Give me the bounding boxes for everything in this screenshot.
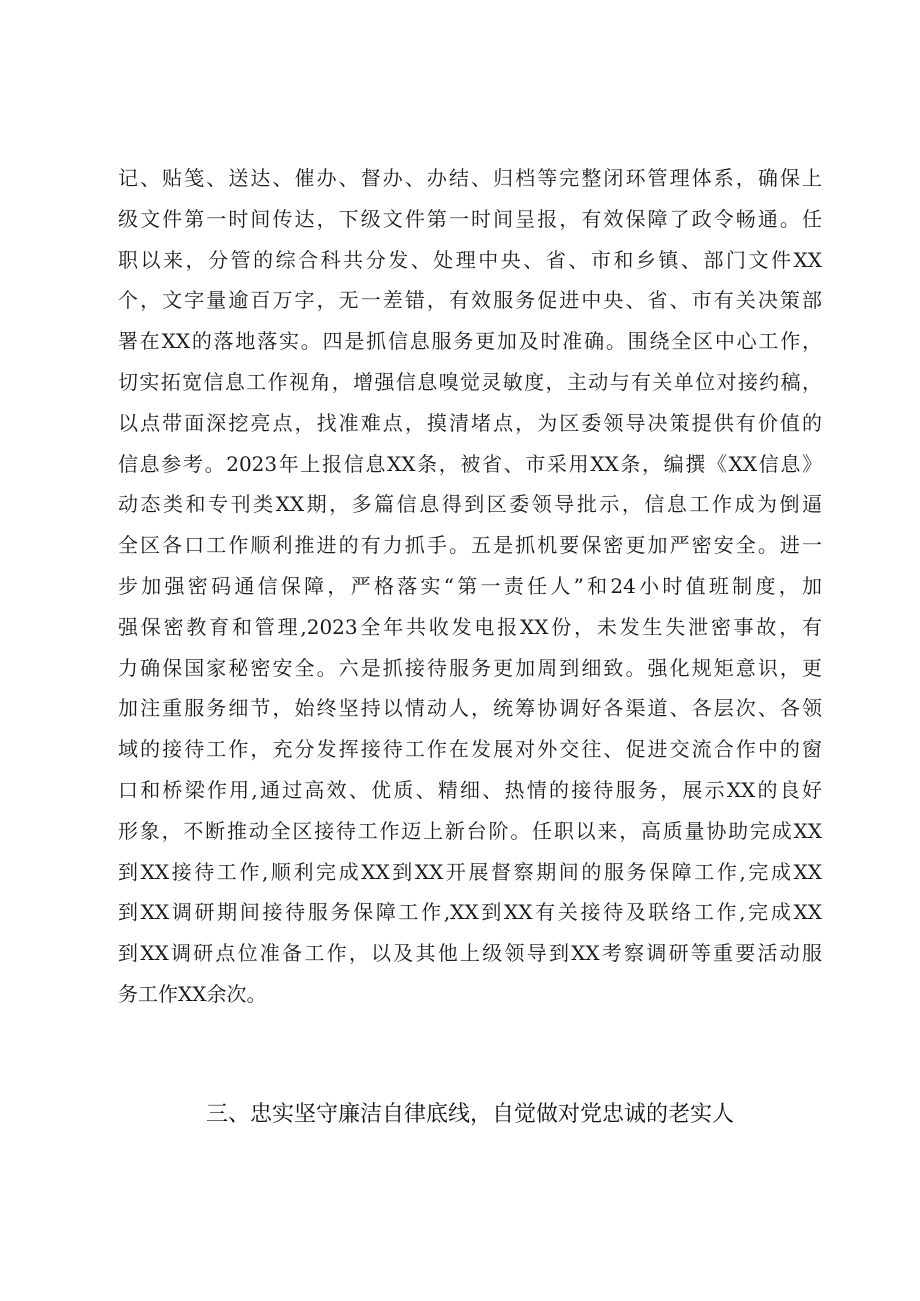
text-line: 形象，不断推动全区接待工作迈上新台阶。任职以来，高质量协助完成XX bbox=[118, 818, 822, 843]
section-heading: 三、忠实坚守廉洁自律底线，自觉做对党忠诚的老实人 bbox=[205, 1102, 734, 1127]
text-line: 口和桥梁作用,通过高效、优质、精细、热情的接待服务，展示XX的良好 bbox=[118, 777, 822, 802]
text-line: 信息参考。2023年上报信息XX条，被省、市采用XX条，编撰《XX信息》 bbox=[118, 451, 822, 476]
text-line: 以点带面深挖亮点，找准难点，摸清堵点，为区委领导决策提供有价值的 bbox=[118, 410, 822, 435]
text-line: 级文件第一时间传达，下级文件第一时间呈报，有效保障了政令畅通。任 bbox=[118, 206, 822, 231]
text-line: 力确保国家秘密安全。六是抓接待服务更加周到细致。强化规矩意识，更 bbox=[118, 655, 822, 680]
text-line: 到XX调研期间接待服务保障工作,XX到XX有关接待及联络工作,完成XX bbox=[118, 900, 822, 925]
text-line: 步加强密码通信保障，严格落实“第一责任人”和24小时值班制度，加 bbox=[118, 573, 822, 598]
text-line: 到XX调研点位准备工作，以及其他上级领导到XX考察调研等重要活动服 bbox=[118, 941, 822, 966]
text-line: 动态类和专刊类XX期，多篇信息得到区委领导批示，信息工作成为倒逼 bbox=[118, 492, 822, 517]
text-line: 全区各口工作顺利推进的有力抓手。五是抓机要保密更加严密安全。进一 bbox=[118, 533, 822, 558]
text-line: 域的接待工作，充分发挥接待工作在发展对外交往、促进交流合作中的窗 bbox=[118, 737, 822, 762]
text-line: 务工作XX余次。 bbox=[118, 981, 267, 1006]
text-line: 署在XX的落地落实。四是抓信息服务更加及时准确。围绕全区中心工作， bbox=[118, 329, 822, 354]
text-line: 职以来，分管的综合科共分发、处理中央、省、市和乡镇、部门文件XX bbox=[118, 247, 822, 272]
text-line: 加注重服务细节，始终坚持以情动人，统筹协调好各渠道、各层次、各领 bbox=[118, 696, 822, 721]
body-paragraph bbox=[118, 158, 822, 1015]
text-line: 切实拓宽信息工作视角，增强信息嗅觉灵敏度，主动与有关单位对接约稿， bbox=[118, 369, 822, 394]
text-line: 个，文字量逾百万字，无一差错，有效服务促进中央、省、市有关决策部 bbox=[118, 288, 822, 313]
text-line: 到XX接待工作,顺利完成XX到XX开展督察期间的服务保障工作,完成XX bbox=[118, 859, 822, 884]
text-line: 记、贴笺、送达、催办、督办、办结、归档等完整闭环管理体系，确保上 bbox=[118, 166, 822, 190]
text-line: 强保密教育和管理,2023全年共收发电报XX份，未发生失泄密事故，有 bbox=[118, 614, 822, 639]
